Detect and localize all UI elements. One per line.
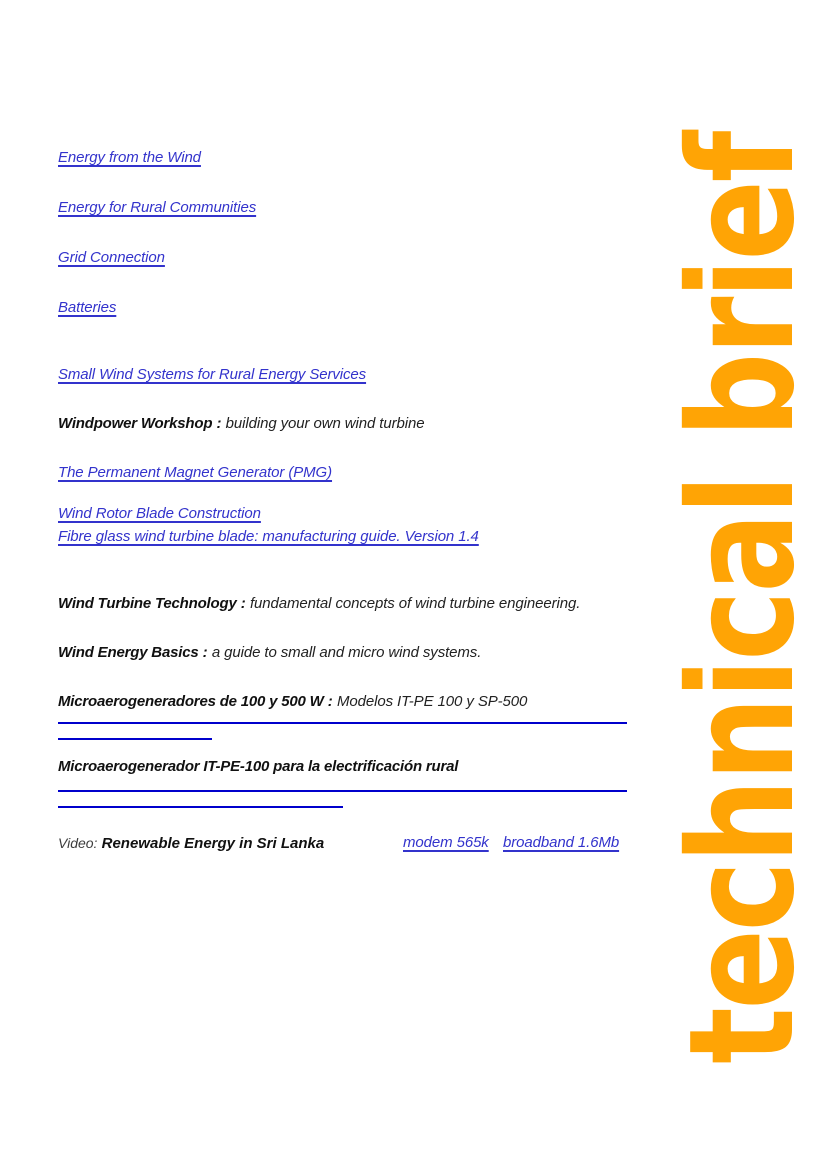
entry-description: Modelos IT-PE 100 y SP-500 — [336, 693, 528, 710]
video-label: Video: — [58, 835, 98, 851]
entry-title: Wind Turbine Technology — [58, 595, 237, 612]
divider-rule-short — [58, 738, 212, 740]
video-title: Renewable Energy in Sri Lanka — [101, 835, 325, 852]
link-energy-for-rural-communities[interactable]: Energy for Rural Communities — [58, 199, 257, 216]
link-fibre-glass-blade-guide[interactable]: Fibre glass wind turbine blade: manufacturing guide. Version 1.4 — [58, 528, 479, 545]
entry-title: Microaerogenerador IT-PE-100 para la electrificación rural — [58, 758, 459, 775]
entry-separator: : — [323, 693, 337, 710]
link-video-broadband[interactable]: broadband 1.6Mb — [503, 834, 620, 851]
entry-separator: : — [236, 595, 250, 612]
link-grid-connection[interactable]: Grid Connection — [58, 249, 165, 266]
link-batteries[interactable]: Batteries — [58, 299, 117, 316]
link-wind-rotor-blade-construction[interactable]: Wind Rotor Blade Construction — [58, 505, 261, 522]
video-row — [58, 835, 324, 852]
entry-separator: : — [212, 415, 226, 432]
entry-title: Windpower Workshop — [58, 415, 213, 432]
technical-brief-banner: technical brief — [658, 133, 827, 1065]
entry-windpower-workshop — [58, 415, 424, 432]
divider-rule — [58, 722, 627, 724]
entry-microaerogenerador-itpe100 — [58, 758, 458, 775]
link-small-wind-systems[interactable]: Small Wind Systems for Rural Energy Services — [58, 366, 367, 383]
entry-microaerogeneradores — [58, 693, 527, 710]
entry-title: Wind Energy Basics — [58, 644, 199, 661]
divider-rule — [58, 790, 627, 792]
entry-description: a guide to small and micro wind systems. — [211, 644, 482, 661]
divider-rule-short — [58, 806, 343, 808]
entry-separator: : — [198, 644, 212, 661]
link-video-modem[interactable]: modem 565k — [403, 834, 489, 851]
link-energy-from-the-wind[interactable]: Energy from the Wind — [58, 149, 201, 166]
entry-wind-energy-basics — [58, 644, 481, 661]
entry-description: fundamental concepts of wind turbine engineering. — [249, 595, 581, 612]
entry-wind-turbine-technology — [58, 595, 580, 612]
link-permanent-magnet-generator[interactable]: The Permanent Magnet Generator (PMG) — [58, 464, 333, 481]
entry-title: Microaerogeneradores de 100 y 500 W — [58, 693, 324, 710]
entry-description: building your own wind turbine — [225, 415, 425, 432]
